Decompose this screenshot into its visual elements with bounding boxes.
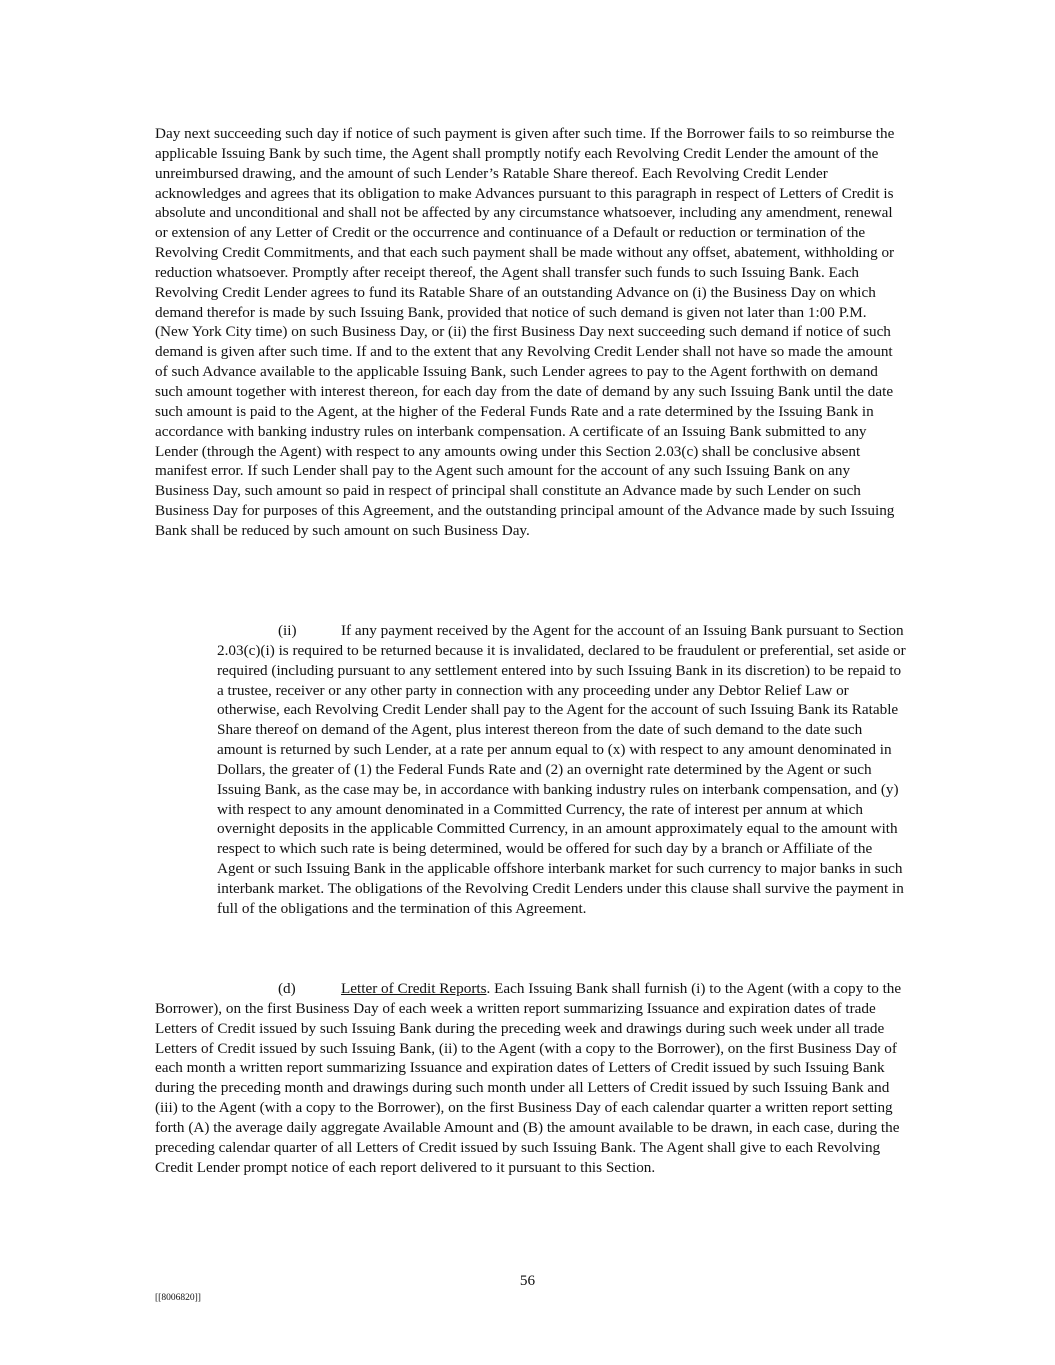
- paragraph-clause-ii: [217, 621, 907, 919]
- clause-d-text: . Each Issuing Bank shall furnish (i) to the Agent (with a copy to the Borrower), on the first Business Day of each week a written report summarizing Issuance and expiration dates of trade Letters of Credit issued by such Issuing Bank during the preceding week and drawings during such week under all trade Letters of Credit issued by such Issuing Bank, (ii) to the Agent (with a copy to the Borrower), on the first Business Day of each month a written report summarizing Issuance and expiration dates of Letters of Credit issued by such Issuing Bank during the preceding month and drawings during such month under all Letters of Credit issued by such Issuing Bank and (iii) to the Agent (with a copy to the Borrower), on the first Business Day of each calendar quarter a written report setting forth (A) the average daily aggregate Available Amount and (B) the amount available to be drawn, in each case, during the preceding calendar quarter of all Letters of Credit issued by such Issuing Bank. The Agent shall give to each Revolving Credit Lender prompt notice of each report delivered to it pursuant to this Section.: [155, 980, 902, 1176]
- paragraph-clause-d: [155, 979, 903, 1177]
- clause-label-ii: (ii): [278, 622, 297, 639]
- document-id: [[8006820]]: [155, 1293, 201, 1303]
- clause-d-heading: Letter of Credit Reports: [341, 980, 487, 997]
- clause-ii-text: If any payment received by the Agent for the account of an Issuing Bank pursuant to Section 2.03(c)(i) is required to be returned because it is invalidated, declared to be fraudulent or preferential, set aside or required (including pursuant to any settlement entered into by such Issuing Bank in its discretion) to be repaid to a trustee, receiver or any other party in connection with any proceeding under any Debtor Relief Law or otherwise, each Revolving Credit Lender shall pay to the Agent for the account of such Issuing Bank its Ratable Share thereof on demand of the Agent, plus interest thereon from the date of such demand to the date such amount is returned by such Lender, at a rate per annum equal to (x) with respect to any amount denominated in Dollars, the greater of (1) the Federal Funds Rate and (2) an overnight rate determined by the Agent or such Issuing Bank, as the case may be, in accordance with banking industry rules on interbank compensation, and (y) with respect to any amount denominated in a Committed Currency, the rate of interest per annum at which overnight deposits in the applicable Committed Currency, in an amount approximately equal to the amount with respect to which such rate is being determined, would be offered for such day by a branch or Affiliate of the Agent or such Issuing Bank in the applicable offshore interbank market for such currency to major banks in such interbank market. The obligations of the Revolving Credit Lenders under this clause shall survive the payment in full of the obligations and the termination of this Agreement.: [217, 622, 906, 917]
- paragraph-continuation: Day next succeeding such day if notice of such payment is given after such time. If the Borrower fails to so reimburse the applicable Issuing Bank by such time, the Agent shall promptly notify each Revolving Credit Lender the amount of the unreimbursed drawing, and the amount of such Lender’s Ratable Share thereof. Each Revolving Credit Lender acknowledges and agrees that its obligation to make Advances pursuant to this paragraph in respect of Letters of Credit is absolute and unconditional and shall not be affected by any circumstance whatsoever, including any amendment, renewal or extension of any Letter of Credit or the occurrence and continuance of a Default or reduction or termination of the Revolving Credit Commitments, and that each such payment shall be made without any offset, abatement, withholding or reduction whatsoever. Promptly after receipt thereof, the Agent shall transfer such funds to such Issuing Bank. Each Revolving Credit Lender agrees to fund its Ratable Share of an outstanding Advance on (i) the Business Day on which demand therefor is made by such Issuing Bank, provided that notice of such demand is given not later than 1:00 P.M. (New York City time) on such Business Day, or (ii) the first Business Day next succeeding such demand if notice of such demand is given after such time. If and to the extent that any Revolving Credit Lender shall not have so made the amount of such Advance available to the applicable Issuing Bank, such Lender agrees to pay to the Agent forthwith on demand such amount together with interest thereon, for each day from the date of demand by any such Issuing Bank until the date such amount is paid to the Agent, at the higher of the Federal Funds Rate and a rate determined by the Issuing Bank in accordance with banking industry rules on interbank compensation. A certificate of an Issuing Bank submitted to any Lender (through the Agent) with respect to any amounts owing under this Section 2.03(c) shall be conclusive absent manifest error. If such Lender shall pay to the Agent such amount for the account of any such Issuing Bank on any Business Day, such amount so paid in respect of principal shall constitute an Advance made by such Lender on such Business Day for purposes of this Agreement, and the outstanding principal amount of the Advance made by such Issuing Bank shall be reduced by such amount on such Business Day.: [155, 125, 895, 539]
- clause-label-d: (d): [278, 980, 296, 997]
- page-number: 56: [519, 1272, 536, 1289]
